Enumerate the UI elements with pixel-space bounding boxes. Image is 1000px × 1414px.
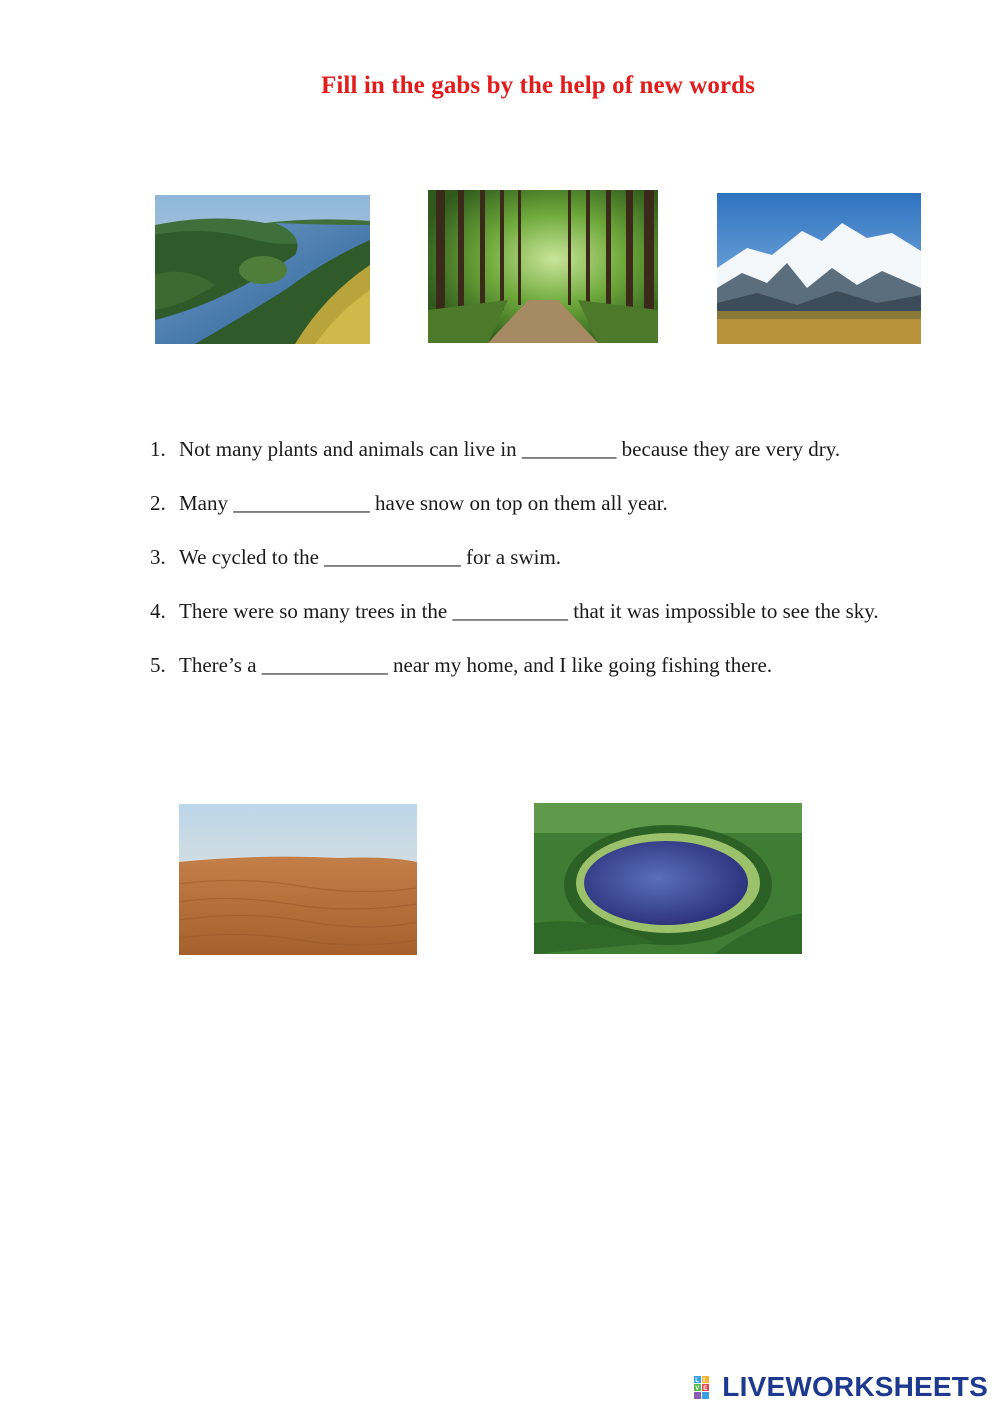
question-number: 1. [150, 437, 166, 461]
question-text: Not many plants and animals can live in _________ because they are very dry. [179, 437, 841, 461]
desert-photo [179, 804, 417, 955]
question-item [150, 638, 940, 692]
river-photo [155, 195, 370, 344]
question-item [150, 422, 940, 476]
logo-text: LIVEWORKSHEETS [722, 1371, 988, 1402]
question-text: There were so many trees in the ___________ that it was impossible to see the sky. [179, 599, 879, 623]
question-number: 3. [150, 545, 166, 569]
question-item [150, 476, 940, 530]
question-number: 2. [150, 491, 166, 515]
svg-text:V: V [695, 1385, 700, 1392]
question-number: 4. [150, 599, 166, 623]
forest-photo [428, 190, 658, 343]
question-item [150, 584, 940, 638]
lake-photo [534, 803, 802, 954]
question-text: We cycled to the _____________ for a swim. [179, 545, 562, 569]
svg-text:E: E [703, 1385, 708, 1392]
svg-text:I: I [703, 1377, 706, 1384]
question-number: 5. [150, 653, 166, 677]
question-text: Many _____________ have snow on top on them all year. [179, 491, 668, 515]
worksheet-title: Fill in the gabs by the help of new words [320, 72, 755, 99]
logo-icon [694, 1374, 718, 1400]
mountain-photo [717, 193, 921, 344]
svg-text:L: L [695, 1377, 700, 1384]
question-text: There’s a ____________ near my home, and I like going fishing there. [179, 653, 773, 677]
question-list [150, 422, 940, 692]
question-item [150, 530, 940, 584]
liveworksheets-logo [694, 1370, 988, 1404]
